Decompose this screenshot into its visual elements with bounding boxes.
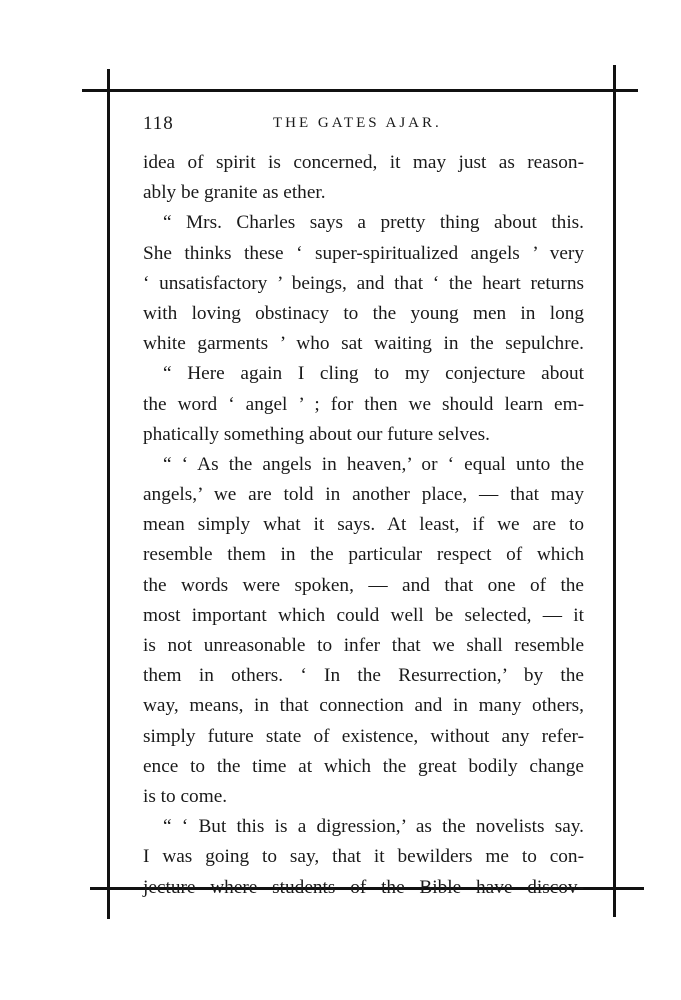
text-line: way, means, in that connection and in many others, — [143, 695, 584, 717]
text-line: simply future state of existence, without any refer- — [143, 725, 584, 747]
text-line: “ ‘ But this is a digression,’ as the novelists say. — [163, 816, 584, 838]
text-line: jecture where students of the Bible have discov- — [143, 876, 584, 898]
right-border-rule — [613, 65, 616, 917]
text-line: with loving obstinacy to the young men in long — [143, 302, 584, 324]
text-line: phatically something about our future selves. — [143, 423, 490, 445]
text-body — [143, 148, 584, 903]
text-line: most important which could well be selected, — it — [143, 604, 584, 626]
text-line: She thinks these ‘ super-spiritualized angels ’ very — [143, 242, 584, 264]
text-line: “ Mrs. Charles says a pretty thing about this. — [163, 212, 584, 234]
text-line: “ ‘ As the angels in heaven,’ or ‘ equal unto the — [163, 453, 584, 475]
text-line: ence to the time at which the great bodily change — [143, 755, 584, 777]
page-header — [143, 113, 583, 137]
text-line: I was going to say, that it bewilders me to con- — [143, 846, 584, 868]
page-number: 118 — [143, 113, 174, 134]
left-border-rule — [107, 69, 110, 919]
text-line: “ Here again I cling to my conjecture about — [163, 363, 584, 385]
text-line: ‘ unsatisfactory ’ beings, and that ‘ the heart returns — [143, 272, 584, 294]
text-line: them in others. ‘ In the Resurrection,’ by the — [143, 665, 584, 687]
text-line: the word ‘ angel ’ ; for then we should learn em- — [143, 393, 584, 415]
text-line: idea of spirit is concerned, it may just as reason- — [143, 152, 584, 173]
text-line: ably be granite as ether. — [143, 182, 326, 204]
text-line: white garments ’ who sat waiting in the sepulchre. — [143, 333, 584, 355]
top-border-rule — [82, 89, 638, 92]
running-title: THE GATES AJAR. — [273, 115, 442, 131]
text-line: the words were spoken, — and that one of the — [143, 574, 584, 596]
text-line: angels,’ we are told in another place, — that may — [143, 484, 584, 506]
text-line: mean simply what it says. At least, if we are to — [143, 514, 584, 536]
text-line: is not unreasonable to infer that we shall resemble — [143, 635, 584, 656]
text-line: is to come. — [143, 785, 228, 807]
text-line: resemble them in the particular respect of which — [143, 544, 584, 566]
